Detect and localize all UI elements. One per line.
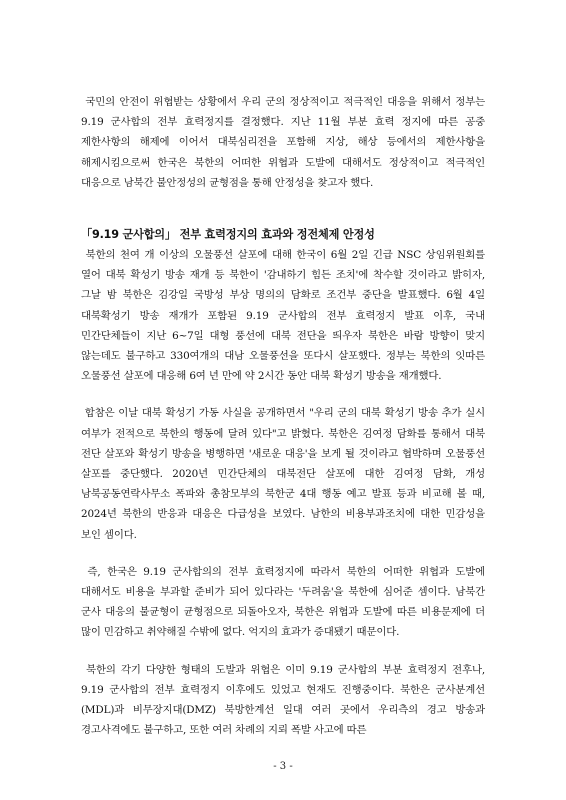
page-number: - 3 - <box>273 761 293 772</box>
document-body <box>81 92 485 740</box>
body-paragraph-4: 북한의 각기 다양한 형태의 도발과 위협은 이미 9.19 군사합의 부분 효력정지 전후나, 9.19 군사합의 전부 효력정지 이후에도 있었고 현재도 진행중이다. 북한은 군사분계선(MDL)과 비무장지대(DMZ) 북방한계선 일대 여러 곳에서 우리측의 경고 방송과 경고사격에도 불구하고, 또한 여러 차례의 지뢰 폭발 사고에 따른 <box>81 663 485 737</box>
body-paragraph-3: 즉, 한국은 9.19 군사합의의 전부 효력정지에 따라서 북한의 어떠한 위협과 도발에 대해서도 비용을 부과할 준비가 되어 있다라는 '두려움'을 북한에 심어준 셈이다. 남북간 군사 대응의 불균형이 균형점으로 되돌아오자, 북한은 위협과 도발에 따른 비용문제에 더 많이 민감하고 취약해질 수밖에 없다. 억지의 효과가 증대됐기 때문이다. <box>81 565 485 639</box>
body-paragraph-1: 북한의 천여 개 이상의 오물풍선 살포에 대해 한국이 6월 2일 긴급 NSC 상임위원회를 열어 대북 확성기 방송 재개 등 북한이 '감내하기 힘든 조치'에 착수할 것이라고 밝히자, 그날 밤 북한은 김강일 국방성 부상 명의의 담화로 조건부 중단을 발표했다. 6월 4일 대북확성기 방송 재개가 포함된 9.19 군사합의 전부 효력정지 발표 이후, 국내 민간단체들이 지난 6~7일 대형 풍선에 대북 전단을 띄우자 북한은 바람 방향이 맞지 않는데도 불구하고 330여개의 대남 오물풍선을 또다시 살포했다. 정부는 북한의 잇따른 오물풍선 살포에 대응해 6여 년 만에 약 2시간 동안 대북 확성기 방송을 재개했다. <box>81 249 485 383</box>
section-heading: 「9.19 군사합의」 전부 효력정지의 효과와 정전체제 안정성 <box>81 228 375 242</box>
intro-paragraph: 국민의 안전이 위협받는 상황에서 우리 군의 정상적이고 적극적인 대응을 위해서 정부는 9.19 군사합의 전부 효력정지를 결정했다. 지난 11월 부분 효력 정지에 따른 공중 제한사항의 해제에 이어서 대북심리전을 포함해 지상, 해상 등에서의 제한사항을 해제시킴으로써 한국은 북한의 어떠한 위협과 도발에 대해서도 정상적이고 적극적인 대응으로 남북간 불안정성의 균형점을 통해 안정성을 찾고자 했다. <box>81 96 485 189</box>
body-paragraph-2: 합참은 이날 대북 확성기 가동 사실을 공개하면서 "우리 군의 대북 확성기 방송 추가 실시 여부가 전적으로 북한의 행동에 달려 있다"고 밝혔다. 북한은 김여정 담화를 통해서 대북 전단 살포와 확성기 방송을 병행하면 '새로운 대응'을 보게 될 것이라고 협박하며 오물풍선 살포를 중단했다. 2020년 민간단체의 대북전단 살포에 대한 김여정 담화, 개성 남북공동연락사무소 폭파와 총참모부의 북한군 4대 행동 예고 발표 등과 비교해 볼 때, 2024년 북한의 반응과 대응은 다급성을 보였다. 남한의 비용부과조치에 대한 민감성을 보인 셈이다. <box>81 407 485 541</box>
